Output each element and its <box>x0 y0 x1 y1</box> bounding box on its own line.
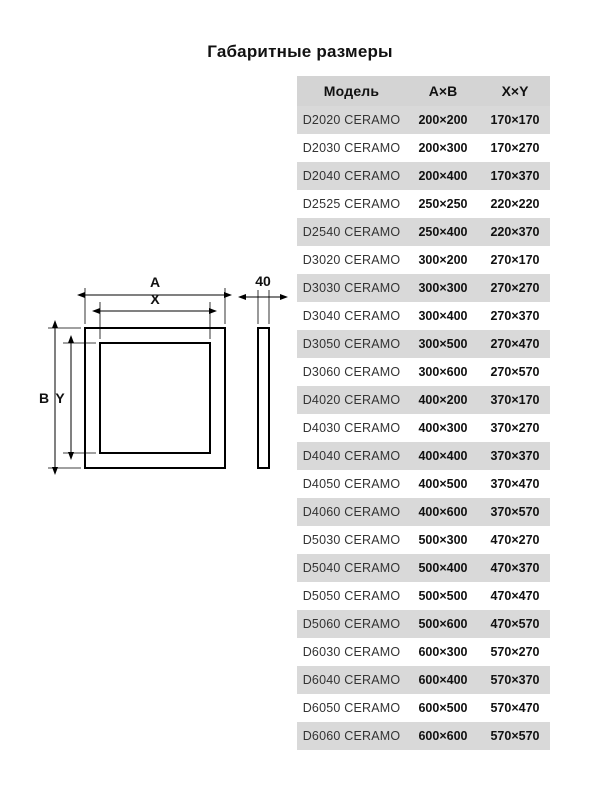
cell-xy: 570×270 <box>480 638 550 666</box>
cell-ab: 400×400 <box>406 442 480 470</box>
cell-ab: 200×300 <box>406 134 480 162</box>
table-row <box>297 554 550 582</box>
dim-label-thickness: 40 <box>255 273 271 289</box>
table-row <box>297 722 550 750</box>
cell-ab: 500×400 <box>406 554 480 582</box>
dim-label-a: A <box>149 274 161 290</box>
table-row <box>297 694 550 722</box>
cell-model: D3050 CERAMO <box>297 330 406 358</box>
cell-xy: 370×170 <box>480 386 550 414</box>
cell-model: D4050 CERAMO <box>297 470 406 498</box>
dimension-drawing <box>30 270 295 500</box>
cell-ab: 600×300 <box>406 638 480 666</box>
cell-ab: 300×300 <box>406 274 480 302</box>
cell-model: D5050 CERAMO <box>297 582 406 610</box>
cell-model: D6060 CERAMO <box>297 722 406 750</box>
cell-ab: 250×400 <box>406 218 480 246</box>
cell-xy: 470×370 <box>480 554 550 582</box>
cell-xy: 270×570 <box>480 358 550 386</box>
cell-xy: 470×570 <box>480 610 550 638</box>
cell-ab: 600×400 <box>406 666 480 694</box>
cell-xy: 270×170 <box>480 246 550 274</box>
table-row <box>297 162 550 190</box>
cell-model: D2030 CERAMO <box>297 134 406 162</box>
side-view-rect <box>258 328 269 468</box>
cell-ab: 400×300 <box>406 414 480 442</box>
table-row <box>297 666 550 694</box>
table-row <box>297 190 550 218</box>
cell-ab: 500×600 <box>406 610 480 638</box>
cell-model: D4060 CERAMO <box>297 498 406 526</box>
cell-xy: 370×270 <box>480 414 550 442</box>
cell-model: D2540 CERAMO <box>297 218 406 246</box>
cell-model: D4020 CERAMO <box>297 386 406 414</box>
cell-ab: 300×500 <box>406 330 480 358</box>
cell-model: D2525 CERAMO <box>297 190 406 218</box>
cell-model: D6030 CERAMO <box>297 638 406 666</box>
cell-xy: 470×470 <box>480 582 550 610</box>
cell-model: D3030 CERAMO <box>297 274 406 302</box>
cell-xy: 270×270 <box>480 274 550 302</box>
cell-model: D4030 CERAMO <box>297 414 406 442</box>
cell-model: D3020 CERAMO <box>297 246 406 274</box>
cell-xy: 170×370 <box>480 162 550 190</box>
column-header-xy: X×Y <box>480 76 550 106</box>
dim-label-b: B <box>38 390 50 406</box>
table-header-row <box>297 76 550 106</box>
cell-xy: 370×470 <box>480 470 550 498</box>
table-row <box>297 610 550 638</box>
table-row <box>297 498 550 526</box>
table-row <box>297 106 550 134</box>
table-row <box>297 386 550 414</box>
cell-ab: 500×500 <box>406 582 480 610</box>
cell-model: D3040 CERAMO <box>297 302 406 330</box>
cell-xy: 370×370 <box>480 442 550 470</box>
cell-xy: 570×470 <box>480 694 550 722</box>
cell-xy: 570×370 <box>480 666 550 694</box>
cell-xy: 270×370 <box>480 302 550 330</box>
table-row <box>297 218 550 246</box>
cell-model: D6040 CERAMO <box>297 666 406 694</box>
cell-xy: 170×270 <box>480 134 550 162</box>
cell-ab: 400×200 <box>406 386 480 414</box>
table-row <box>297 358 550 386</box>
table-row <box>297 638 550 666</box>
table-row <box>297 582 550 610</box>
table-row <box>297 526 550 554</box>
cell-ab: 300×400 <box>406 302 480 330</box>
cell-model: D5040 CERAMO <box>297 554 406 582</box>
table-row <box>297 330 550 358</box>
page-title: Габаритные размеры <box>207 42 393 61</box>
cell-xy: 220×220 <box>480 190 550 218</box>
cell-ab: 400×600 <box>406 498 480 526</box>
cell-xy: 570×570 <box>480 722 550 750</box>
cell-ab: 200×400 <box>406 162 480 190</box>
cell-ab: 600×600 <box>406 722 480 750</box>
column-header-ab: A×B <box>406 76 480 106</box>
table-row <box>297 274 550 302</box>
table-row <box>297 414 550 442</box>
table-row <box>297 134 550 162</box>
table-row <box>297 442 550 470</box>
table-row <box>297 302 550 330</box>
cell-ab: 600×500 <box>406 694 480 722</box>
table-row <box>297 246 550 274</box>
cell-ab: 200×200 <box>406 106 480 134</box>
frame-inner-rect <box>100 343 210 453</box>
cell-model: D5030 CERAMO <box>297 526 406 554</box>
cell-ab: 400×500 <box>406 470 480 498</box>
cell-ab: 500×300 <box>406 526 480 554</box>
cell-model: D5060 CERAMO <box>297 610 406 638</box>
dim-label-x: X <box>150 291 160 307</box>
cell-xy: 370×570 <box>480 498 550 526</box>
cell-model: D3060 CERAMO <box>297 358 406 386</box>
cell-model: D2040 CERAMO <box>297 162 406 190</box>
cell-ab: 300×600 <box>406 358 480 386</box>
frame-outer-rect <box>85 328 225 468</box>
table-row <box>297 470 550 498</box>
cell-ab: 300×200 <box>406 246 480 274</box>
dimensions-table <box>297 76 550 750</box>
cell-xy: 270×470 <box>480 330 550 358</box>
cell-model: D2020 CERAMO <box>297 106 406 134</box>
table-body <box>297 106 550 750</box>
cell-ab: 250×250 <box>406 190 480 218</box>
cell-model: D6050 CERAMO <box>297 694 406 722</box>
cell-xy: 470×270 <box>480 526 550 554</box>
column-header-model: Модель <box>297 76 406 106</box>
cell-xy: 170×170 <box>480 106 550 134</box>
dim-label-y: Y <box>55 390 65 406</box>
cell-model: D4040 CERAMO <box>297 442 406 470</box>
cell-xy: 220×370 <box>480 218 550 246</box>
